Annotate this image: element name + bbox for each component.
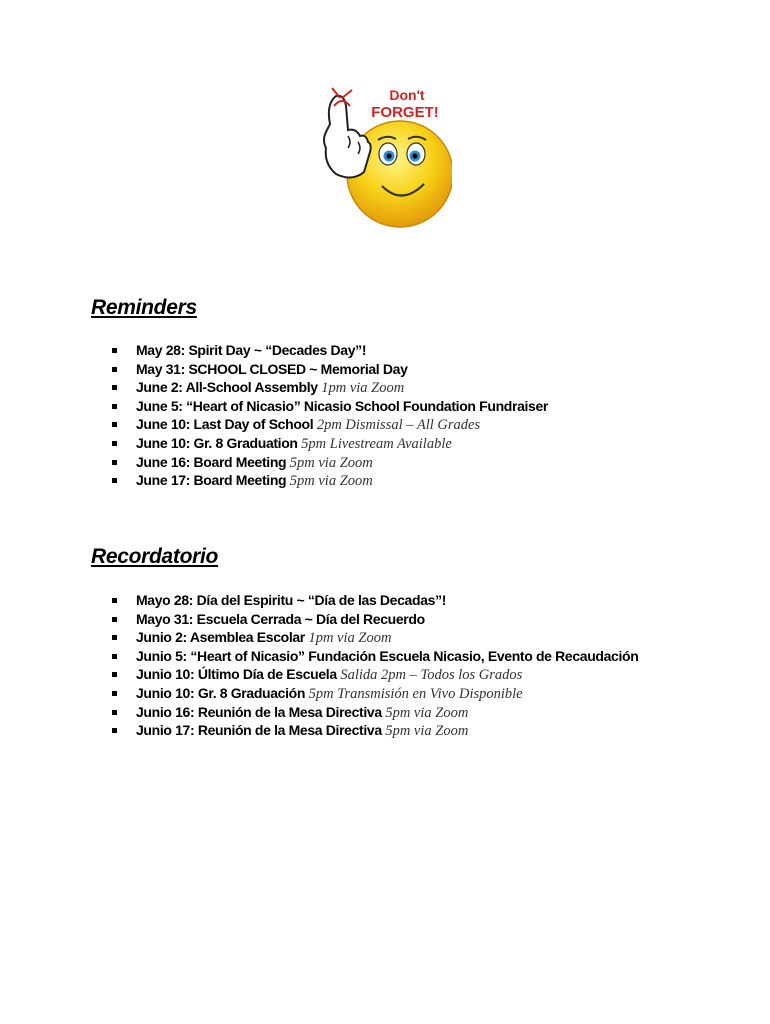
reminder-note: 5pm Livestream Available (301, 435, 452, 452)
bullet-square-icon (112, 728, 117, 733)
list-item (112, 453, 548, 472)
bullet-square-icon (112, 672, 117, 677)
bullet-square-icon (112, 654, 117, 659)
reminder-note: 5pm via Zoom (289, 473, 373, 490)
list-item (112, 360, 548, 379)
bullet-square-icon (112, 422, 117, 427)
bullet-square-icon (112, 691, 117, 696)
list-item (112, 721, 638, 740)
bullet-square-icon (112, 385, 117, 390)
bullet-square-icon (112, 617, 117, 622)
reminder-note: 1pm via Zoom (321, 380, 405, 397)
recordatorio-heading: Recordatorio (91, 545, 219, 568)
list-item (112, 703, 638, 722)
reminder-main: June 5: “Heart of Nicasio” Nicasio School Foundation Fundraiser (136, 397, 549, 414)
bullet-square-icon (112, 367, 117, 372)
reminder-note: 5pm via Zoom (289, 454, 373, 471)
recordatorio-note: 5pm via Zoom (385, 704, 469, 721)
recordatorio-main: Junio 16: Reunión de la Mesa Directiva (136, 703, 386, 720)
list-item (112, 610, 638, 629)
list-item (112, 378, 548, 397)
recordatorio-main: Junio 2: Asemblea Escolar (136, 629, 309, 646)
reminders-list (112, 341, 548, 490)
bullet-square-icon (112, 404, 117, 409)
bullet-square-icon (112, 460, 117, 465)
reminders-heading: Reminders (91, 296, 197, 319)
recordatorio-main: Junio 10: Último Día de Escuela (136, 666, 341, 683)
recordatorio-main: Junio 10: Gr. 8 Graduación (136, 684, 309, 701)
pointing-hand-icon (324, 96, 371, 178)
recordatorio-note: 1pm via Zoom (308, 630, 392, 647)
reminder-main: June 10: Gr. 8 Graduation (136, 434, 302, 451)
reminder-main: June 16: Board Meeting (136, 453, 290, 470)
list-item (112, 591, 638, 610)
reminder-main: May 28: Spirit Day ~ “Decades Day”! (136, 342, 367, 358)
bullet-square-icon (112, 478, 117, 483)
bullet-square-icon (112, 710, 117, 715)
recordatorio-note: Salida 2pm – Todos los Grados (340, 667, 523, 684)
bullet-square-icon (112, 635, 117, 640)
list-item (112, 628, 638, 647)
bullet-square-icon (112, 598, 117, 603)
recordatorio-main: Mayo 31: Escuela Cerrada ~ Día del Recuerdo (136, 610, 425, 627)
list-item (112, 397, 548, 416)
list-item (112, 647, 638, 666)
list-item (112, 341, 548, 360)
bullet-square-icon (112, 348, 117, 353)
recordatorio-list (112, 591, 638, 740)
dont-forget-smiley-clipart (312, 84, 452, 234)
bullet-square-icon (112, 441, 117, 446)
recordatorio-main: Junio 5: “Heart of Nicasio” Fundación Escuela Nicasio, Evento de Recaudación (136, 647, 639, 664)
list-item (112, 684, 638, 703)
reminder-main: May 31: SCHOOL CLOSED ~ Memorial Day (136, 360, 408, 377)
reminder-main: June 10: Last Day of School (136, 416, 317, 433)
list-item (112, 665, 638, 684)
recordatorio-main: Mayo 28: Día del Espiritu ~ “Día de las Decadas”! (136, 592, 447, 608)
sign-text-forget: FORGET! (371, 104, 439, 121)
sign-text-dont: Don't (389, 87, 425, 103)
recordatorio-main: Junio 17: Reunión de la Mesa Directiva (136, 722, 386, 739)
reminder-main: June 2: All-School Assembly (136, 379, 322, 396)
list-item (112, 415, 548, 434)
list-item (112, 471, 548, 490)
recordatorio-note: 5pm via Zoom (385, 723, 469, 740)
list-item (112, 434, 548, 453)
reminder-main: June 17: Board Meeting (136, 472, 290, 489)
reminder-note: 2pm Dismissal – All Grades (316, 417, 481, 434)
recordatorio-note: 5pm Transmisión en Vivo Disponible (308, 685, 523, 702)
